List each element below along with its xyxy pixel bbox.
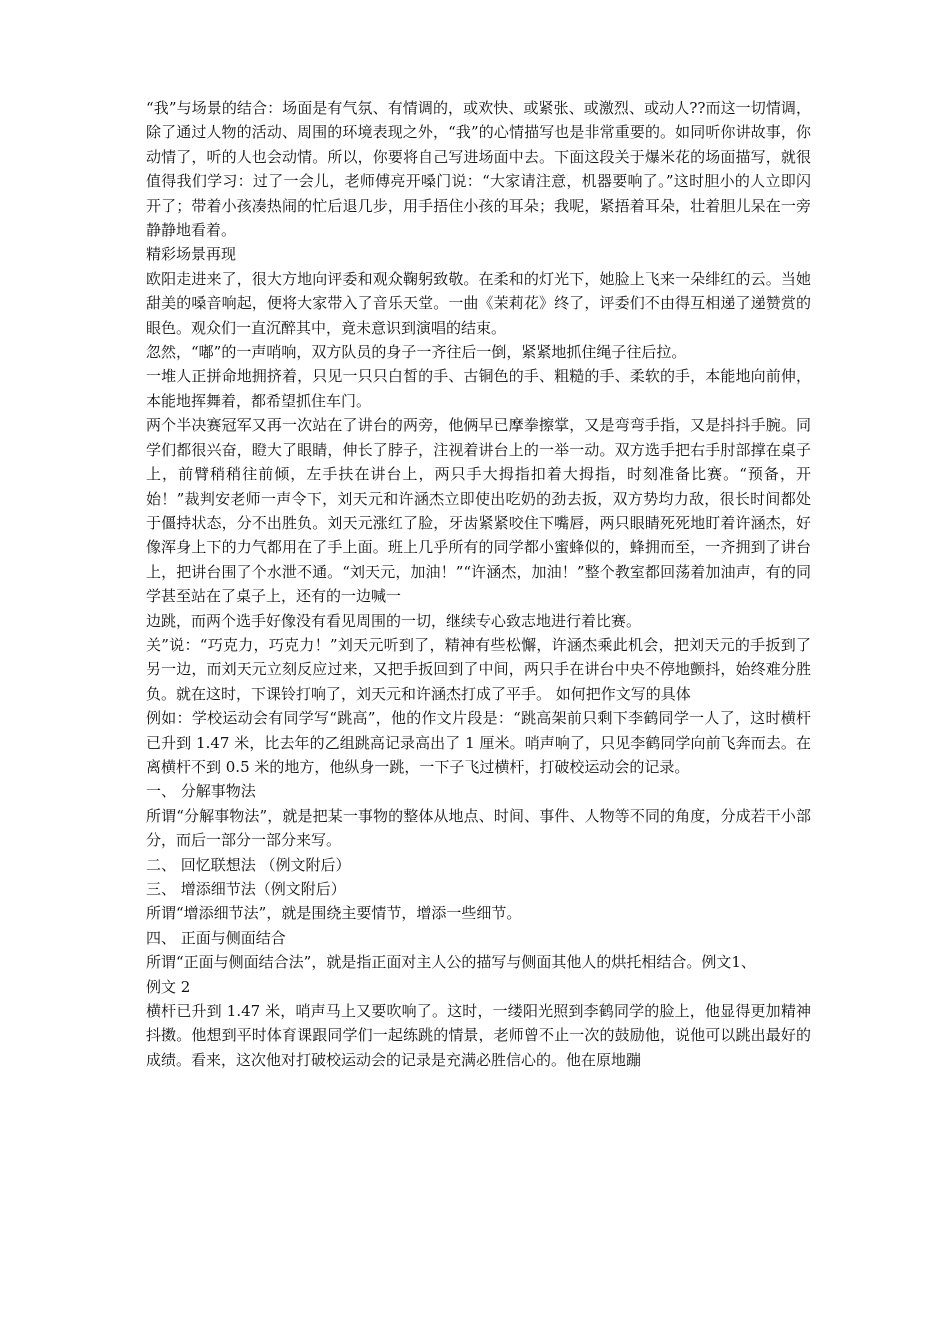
section-heading-scene-replay: 精彩场景再现 [146, 245, 237, 264]
paragraph-ouyang: 欧阳走进来了，很大方地向评委和观众鞠躬致敬。在柔和的灯光下，她脸上飞来一朵绯红的云。当她甜美的嗓音响起，便将大家带入了音乐天堂。一曲《茉莉花》终了，评委们不由得互相递了递赞赏的眼色。观众们一直沉醉其中，竟未意识到演唱的结束。 [146, 269, 811, 337]
paragraph-high-jump-example: 例如：学校运动会有同学写“跳高”，他的作文片段是：“跳高架前只剩下李鹤同学一人了，这时横杆已升到 1.47 米，比去年的乙组跳高记录高出了 1 厘米。哨声响了，只见李鹤同学向前飞奔而去。在离横杆不到 0.5 米的地方，他纵身一跳，一下子飞过横杆，打破校运动会的记录。 [146, 709, 811, 776]
paragraph-crowd: 一堆人正拼命地拥挤着，只见一只只白皙的手、古铜色的手、粗糙的手、柔软的手，本能地向前伸，本能地挥舞着，都希望抓住车门。 [146, 367, 811, 410]
paragraph-whistle: 忽然，“嘟”的一声哨响，双方队员的身子一齐往后一倒，紧紧地抓住绳子往后拉。 [146, 343, 687, 362]
paragraph-arm-wrestling: 两个半决赛冠军又再一次站在了讲台的两旁，他俩早已摩拳擦掌，又是弯弯手指，又是抖抖手腕。同学们都很兴奋，瞪大了眼睛，伸长了脖子，注视着讲台上的一举一动。双方选手把右手肘部撑在桌子上，前臂稍稍往前倾，左手扶在讲台上，两只手大拇指扣着大拇指，时刻准备比赛。“预备，开始！”裁判安老师一声令下，刘天元和许涵杰立即使出吃奶的劲去扳，双方势均力敌，很长时间都处于僵持状态，分不出胜负。刘天元涨红了脸，牙齿紧紧咬住下嘴唇，两只眼睛死死地盯着许涵杰，好像浑身上下的力气都用在了手上面。班上几乎所有的同学都小蜜蜂似的，蜂拥而至，一齐拥到了讲台上，把讲台围了个水泄不通。“刘天元，加油！”“许涵杰，加油！”整个教室都回荡着加油声，有的同学甚至站在了桌子上，还有的一边喊一 [146, 416, 811, 606]
paragraph-continued: 边跳，而两个选手好像没有看见周围的一切，继续专心致志地进行着比赛。 [146, 611, 642, 630]
method-heading-3: 三、 增添细节法（例文附后） [146, 880, 346, 898]
document-body [146, 96, 811, 1072]
paragraph-chocolate: 关”说：“巧克力，巧克力！”刘天元听到了，精神有些松懈，许涵杰乘此机会，把刘天元的手扳到了另一边，而刘天元立刻反应过来，又把手扳回到了中间，两只手在讲台中央不停地颤抖，始终难分胜负。就在这时，下课铃打响了，刘天元和许涵杰打成了平手。 如何把作文写的具体 [146, 635, 811, 703]
paragraph-example-2: 横杆已升到 1.47 米，哨声马上又要吹响了。这时，一缕阳光照到李鹤同学的脸上，他显得更加精神抖擞。他想到平时体育课跟同学们一起练跳的情景，老师曾不止一次的鼓励他，说他可以跳出最好的成绩。看来，这次他对打破校运动会的记录是充满必胜信心的。他在原地蹦 [146, 1002, 811, 1069]
paragraph-scene-combination: “我”与场景的结合：场面是有气氛、有情调的，或欢快、或紧张、或激烈、或动人??而这一切情调，除了通过人物的活动、周围的环境表现之外，“我”的心情描写也是非常重要的。如同听你讲故事，你动情了，听的人也会动情。所以，你要将自己写进场面中去。下面这段关于爆米花的场面描写，就很值得我们学习：过了一会儿，老师傅亮开嗓门说：“大家请注意，机器要响了。”这时胆小的人立即闪开了；带着小孩凑热闹的忙后退几步，用手捂住小孩的耳朵；我呢，紧捂着耳朵，壮着胆儿呆在一旁静静地看着。 [146, 99, 811, 240]
paragraph-method-1: 所谓“分解事物法”，就是把某一事物的整体从地点、时间、事件、人物等不同的角度，分成若干小部分，而后一部分一部分来写。 [146, 806, 811, 850]
method-heading-2: 二、 回忆联想法 （例文附后） [146, 855, 351, 874]
method-heading-4: 四、 正面与侧面结合 [146, 928, 286, 947]
paragraph-method-3: 所谓“增添细节法”，就是围绕主要情节，增添一些细节。 [146, 904, 522, 923]
example-heading-2: 例文 2 [146, 977, 191, 996]
method-heading-1: 一、 分解事物法 [146, 782, 256, 801]
paragraph-method-4: 所谓“正面与侧面结合法”，就是指正面对主人公的描写与侧面其他人的烘托相结合。例文1、 [146, 953, 756, 972]
